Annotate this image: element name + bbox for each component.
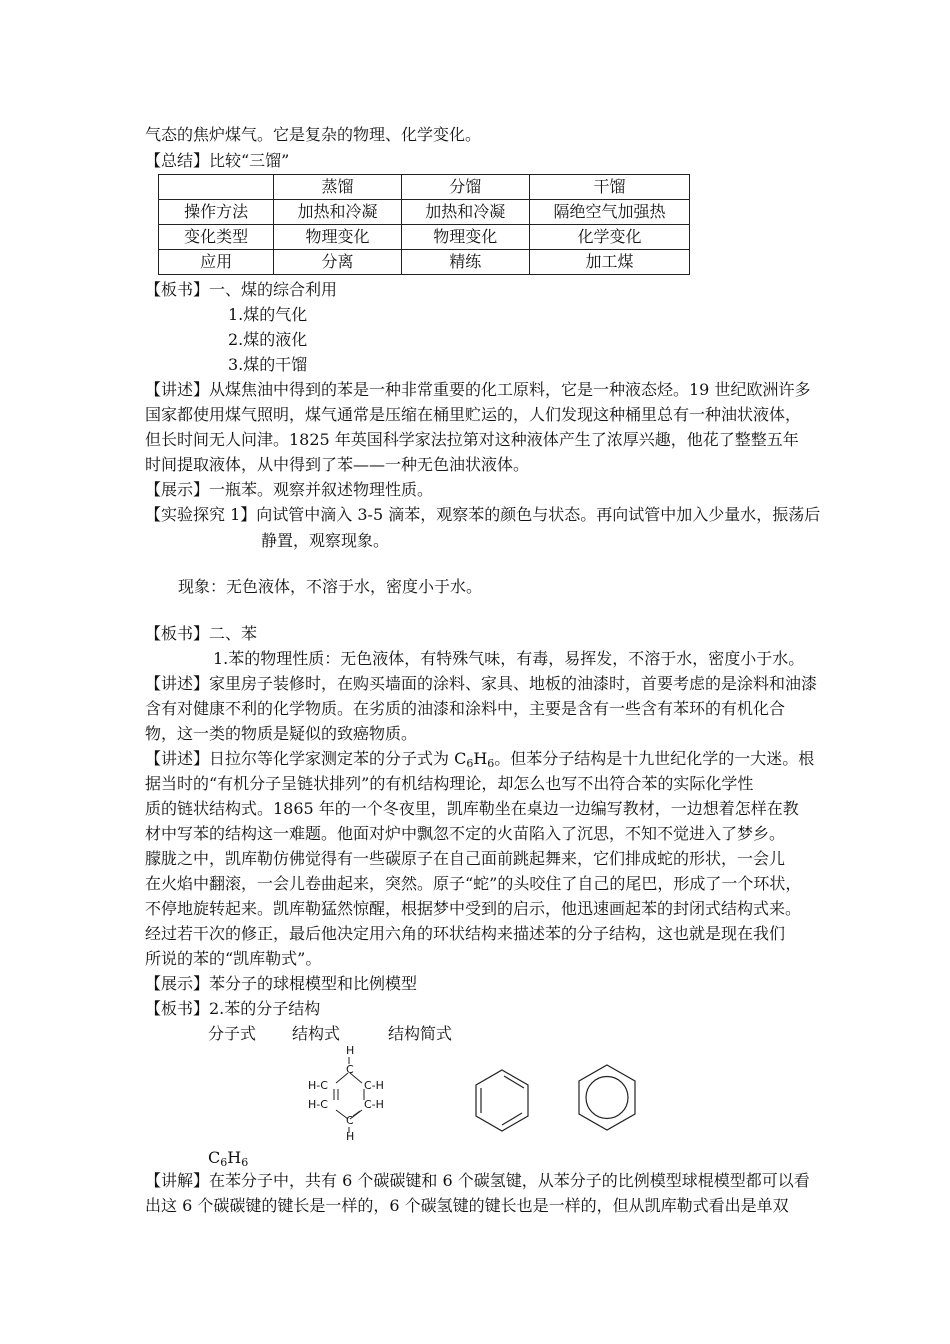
table-cell: 操作方法 xyxy=(159,200,274,225)
lecture-line: 据当时的“有机分子呈链状排列”的有机结构理论，却怎么也写不出符合苯的实际化学性 xyxy=(145,774,754,793)
atom-c: C xyxy=(346,1063,354,1076)
lecture-text: 。但苯分子结构是十九世纪化学的一大迷。根 xyxy=(494,749,815,768)
structure-label: 分子式 xyxy=(208,1024,257,1043)
kekule-structure-icon xyxy=(472,1068,532,1134)
board-heading: 【板书】2.苯的分子结构 xyxy=(145,999,321,1018)
lecture-line: 材中写苯的结构这一难题。他面对炉中飘忽不定的火苗陷入了沉思，不知不觉进入了梦乡。 xyxy=(145,824,786,843)
atom-hc: H-C xyxy=(308,1098,328,1111)
show-line: 【展示】苯分子的球棍模型和比例模型 xyxy=(145,974,418,993)
lecture-line: 朦胧之中，凯库勒仿佛觉得有一些碳原子在自己面前跳起舞来，它们排成蛇的形状，一会儿 xyxy=(145,849,786,868)
atom-h: H xyxy=(346,1044,355,1057)
table-header-cell: 干馏 xyxy=(529,175,689,200)
table-row xyxy=(159,200,690,225)
table-header-cell: 蒸馏 xyxy=(274,175,401,200)
summary-heading: 【总结】比较“三馏” xyxy=(145,151,290,170)
atom-ch: C-H xyxy=(364,1098,384,1111)
lecture-line: 含有对健康不利的化学物质。在劣质的油漆和涂料中，主要是含有一些含有苯环的有机化合 xyxy=(145,699,786,718)
board-heading: 【板书】一、煤的综合利用 xyxy=(145,280,338,299)
lecture-line: 物，这一类的物质是疑似的致癌物质。 xyxy=(145,724,418,743)
lecture-line: 在火焰中翻滚，一会儿卷曲起来，突然。原子“蛇”的头咬住了自己的尾巴，形成了一个环状， xyxy=(145,874,802,893)
lecture-line: 国家都使用煤气照明，煤气通常是压缩在桶里贮运的，人们发现这种桶里总有一种油状液体， xyxy=(145,405,802,424)
intro-line: 气态的焦炉煤气。它是复杂的物理、化学变化。 xyxy=(145,125,482,144)
lecture-line: 不停地旋转起来。凯库勒猛然惊醒，根据梦中受到的启示，他迅速画起苯的封闭式结构式来。 xyxy=(145,899,802,918)
explain-line: 【讲解】在苯分子中，共有 6 个碳碳键和 6 个碳氢键，从苯分子的比例模型球棍模型都可以看 xyxy=(145,1171,810,1190)
lecture-line: 【讲述】从煤焦油中得到的苯是一种非常重要的化工原料，它是一种液态烃。19 世纪欧洲许多 xyxy=(145,380,811,399)
lecture-line: 所说的苯的“凯库勒式”。 xyxy=(145,949,322,968)
board-item: 1.苯的物理性质：无色液体，有特殊气味，有毒，易挥发，不溶于水，密度小于水。 xyxy=(213,649,805,668)
lecture-line: 质的链状结构式。1865 年的一个冬夜里，凯库勒坐在桌边一边编写教材，一边想着怎样在教 xyxy=(145,799,799,818)
benzene-ring-icon xyxy=(576,1063,638,1133)
atom-hc: H-C xyxy=(308,1079,328,1092)
lecture-text: H xyxy=(473,749,488,768)
table-cell: 物理变化 xyxy=(401,225,529,250)
atom-c: C xyxy=(346,1114,354,1127)
table-cell: 隔绝空气加强热 xyxy=(529,200,689,225)
board-item: 2.煤的液化 xyxy=(228,330,308,349)
phenomenon-line: 现象：无色液体，不溶于水，密度小于水。 xyxy=(178,577,483,596)
subscript: 6 xyxy=(487,757,495,770)
table-header-cell: 分馏 xyxy=(401,175,529,200)
board-item: 3.煤的干馏 xyxy=(228,355,308,374)
experiment-line: 静置，观察现象。 xyxy=(261,531,390,550)
table-cell: 分离 xyxy=(274,250,401,275)
lecture-line: 【讲述】家里房子装修时，在购买墙面的涂料、家具、地板的油漆时，首要考虑的是涂料和油漆 xyxy=(145,674,818,693)
benzene-structural-formula xyxy=(298,1045,408,1145)
lecture-line xyxy=(145,748,814,775)
table-cell: 化学变化 xyxy=(529,225,689,250)
board-heading: 【板书】二、苯 xyxy=(145,624,258,643)
lecture-line: 但长时间无人问津。1825 年英国科学家法拉第对这种液体产生了浓厚兴趣，他花了整整五年 xyxy=(145,430,799,449)
structure-label: 结构简式 xyxy=(388,1024,453,1043)
formula-h: H xyxy=(227,1148,242,1167)
table-cell: 加热和冷凝 xyxy=(401,200,529,225)
structure-label: 结构式 xyxy=(292,1024,341,1043)
atom-ch: C-H xyxy=(364,1079,384,1092)
board-item: 1.煤的气化 xyxy=(228,305,308,324)
subscript: 6 xyxy=(241,1156,249,1169)
explain-line: 出这 6 个碳碳键的键长是一样的，6 个碳氢键的键长也是一样的，但从凯库勒式看出是单双 xyxy=(145,1196,789,1215)
lecture-text: 【讲述】日拉尔等化学家测定苯的分子式为 C xyxy=(145,749,467,768)
table-header-cell xyxy=(159,175,274,200)
lecture-line: 经过若干次的修正，最后他决定用六角的环状结构来描述苯的分子结构，这也就是现在我们 xyxy=(145,924,786,943)
table-row xyxy=(159,225,690,250)
table-cell: 变化类型 xyxy=(159,225,274,250)
formula-c: C xyxy=(208,1148,221,1167)
table-cell: 物理变化 xyxy=(274,225,401,250)
table-header-row xyxy=(159,175,690,200)
comparison-table xyxy=(158,174,690,275)
subscript: 6 xyxy=(220,1156,228,1169)
subscript: 6 xyxy=(466,757,474,770)
table-row xyxy=(159,250,690,275)
lecture-line: 时间提取液体，从中得到了苯——一种无色油状液体。 xyxy=(145,455,530,474)
table-cell: 加工煤 xyxy=(529,250,689,275)
experiment-line: 【实验探究 1】向试管中滴入 3-5 滴苯，观察苯的颜色与状态。再向试管中加入少量水，振荡后 xyxy=(145,505,821,524)
show-line: 【展示】一瓶苯。观察并叙述物理性质。 xyxy=(145,480,434,499)
table-cell: 应用 xyxy=(159,250,274,275)
atom-h: H xyxy=(346,1130,355,1143)
table-cell: 精练 xyxy=(401,250,529,275)
table-cell: 加热和冷凝 xyxy=(274,200,401,225)
